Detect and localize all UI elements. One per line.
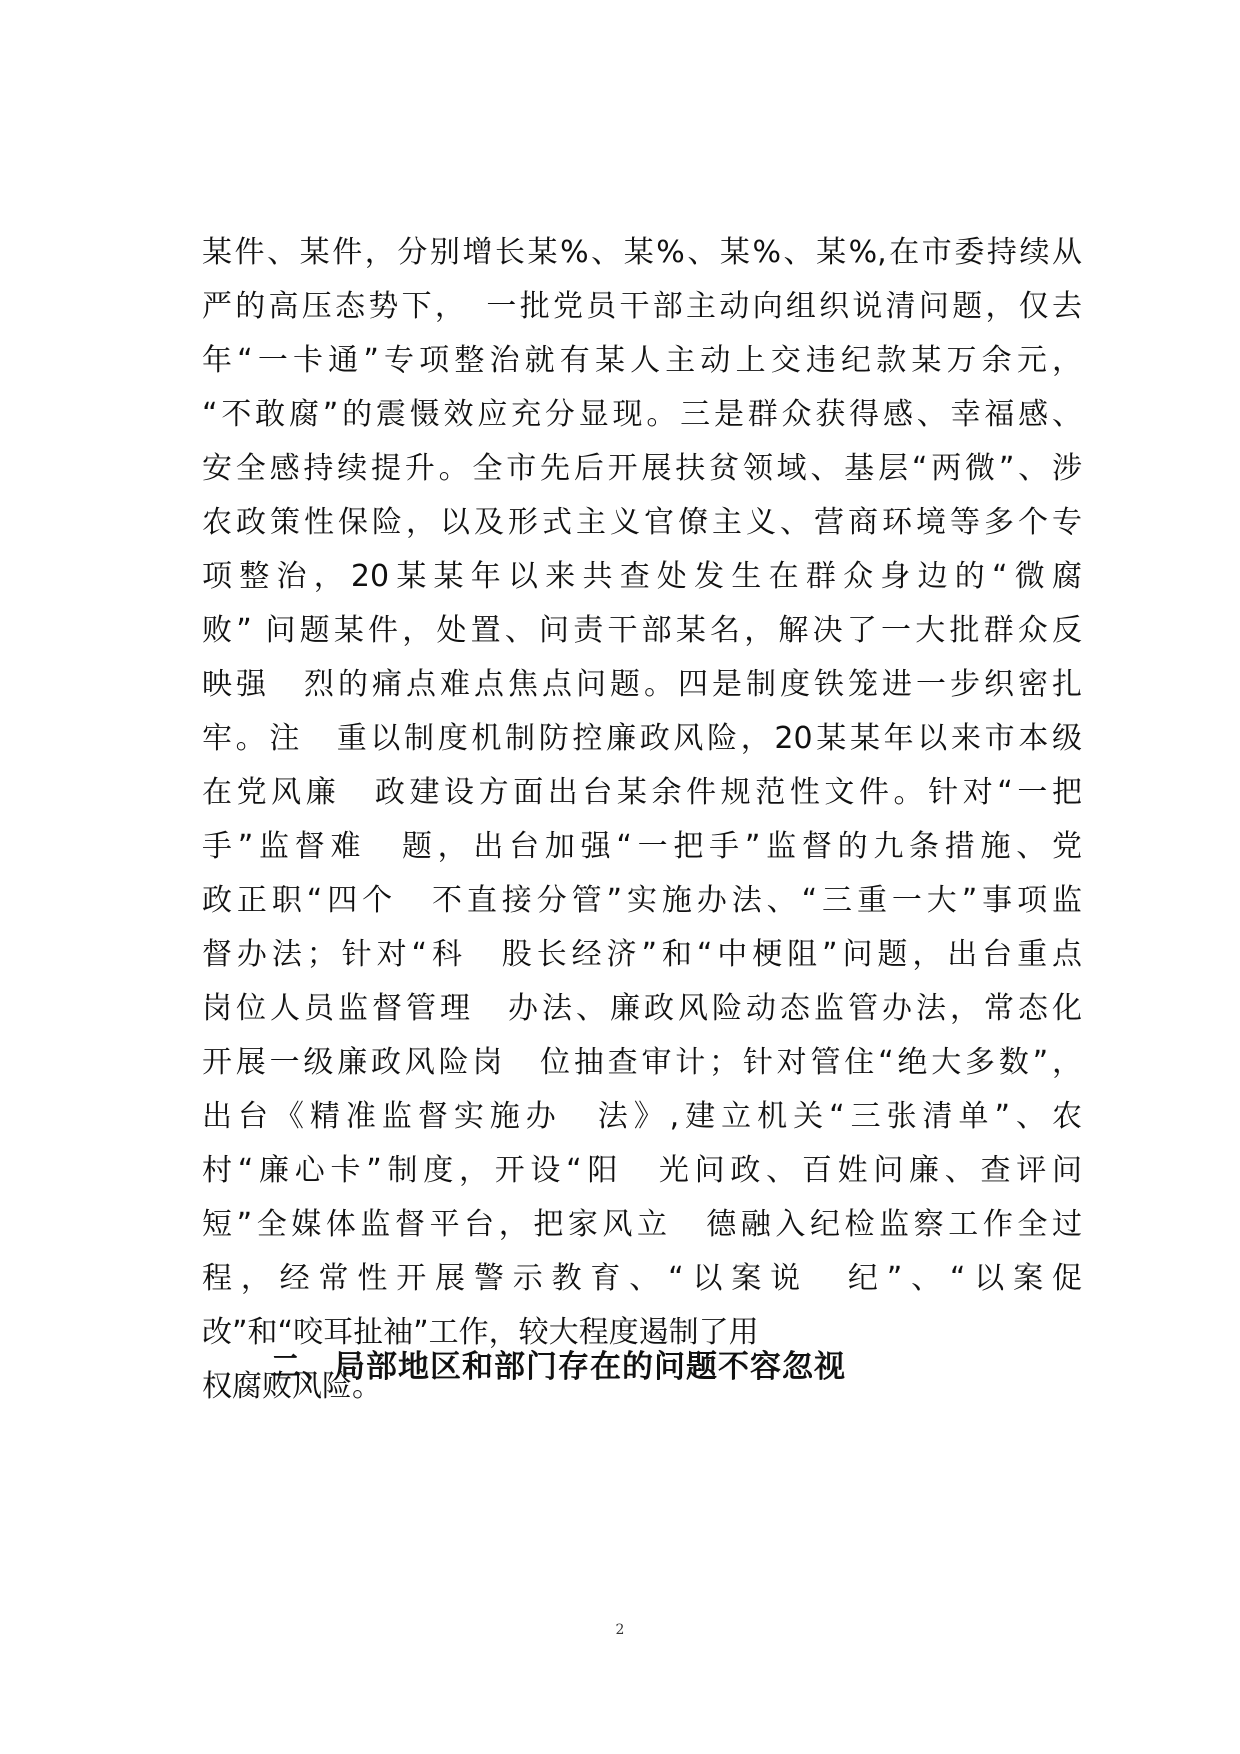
text-line: 牢。注 重以制度机制防控廉政风险，20某某年以来市本级 xyxy=(202,721,1082,756)
text-line: “不敢腐”的震慑效应充分显现。三是群众获得感、幸福感、 xyxy=(202,397,1082,432)
text-line: 短”全媒体监督平台，把家风立 德融入纪检监察工作全过 xyxy=(202,1207,1082,1242)
text-line: 村“廉心卡”制度，开设“阳 光问政、百姓问廉、查评问 xyxy=(202,1153,1082,1188)
text-line: 安全感持续提升。全市先后开展扶贫领域、基层“两微”、涉 xyxy=(202,451,1082,486)
text-line: 改”和“咬耳扯袖”工作，较大程度遏制了用 xyxy=(202,1315,759,1350)
text-line: 项整治，20某某年以来共查处发生在群众身边的“微腐 xyxy=(202,559,1082,594)
body-paragraph xyxy=(202,226,1082,1414)
text-line: 政正职“四个 不直接分管”实施办法、“三重一大”事项监 xyxy=(202,883,1082,918)
text-line: 映强 烈的痛点难点焦点问题。四是制度铁笼进一步织密扎 xyxy=(202,667,1082,702)
text-line: 开展一级廉政风险岗 位抽查审计；针对管住“绝大多数”， xyxy=(202,1045,1082,1080)
text-line: 督办法；针对“科 股长经济”和“中梗阻”问题，出台重点 xyxy=(202,937,1082,972)
text-line: 农政策性保险，以及形式主义官僚主义、营商环境等多个专 xyxy=(202,505,1082,540)
page-number: 2 xyxy=(615,1622,625,1638)
section-heading: 二、局部地区和部门存在的问题不容忽视 xyxy=(270,1349,846,1385)
text-line: 年“一卡通”专项整治就有某人主动上交违纪款某万余元， xyxy=(202,343,1082,378)
text-line: 严的高压态势下， 一批党员干部主动向组织说清问题，仅去 xyxy=(202,289,1082,324)
text-line: 程，经常性开展警示教育、“以案说 纪”、“以案促 xyxy=(202,1261,1082,1296)
text-line: 在党风廉 政建设方面出台某余件规范性文件。针对“一把 xyxy=(202,775,1082,810)
text-line: 某件、某件，分别增长某%、某%、某%、某%,在市委持续从 xyxy=(202,235,1082,270)
text-line: 败” 问题某件，处置、问责干部某名，解决了一大批群众反 xyxy=(202,613,1082,648)
text-line: 岗位人员监督管理 办法、廉政风险动态监管办法，常态化 xyxy=(202,991,1082,1026)
text-line: 出台《精准监督实施办 法》,建立机关“三张清单”、农 xyxy=(202,1099,1082,1134)
text-line: 手”监督难 题，出台加强“一把手”监督的九条措施、党 xyxy=(202,829,1082,864)
text-line: 权腐败风险。 xyxy=(202,1369,382,1404)
